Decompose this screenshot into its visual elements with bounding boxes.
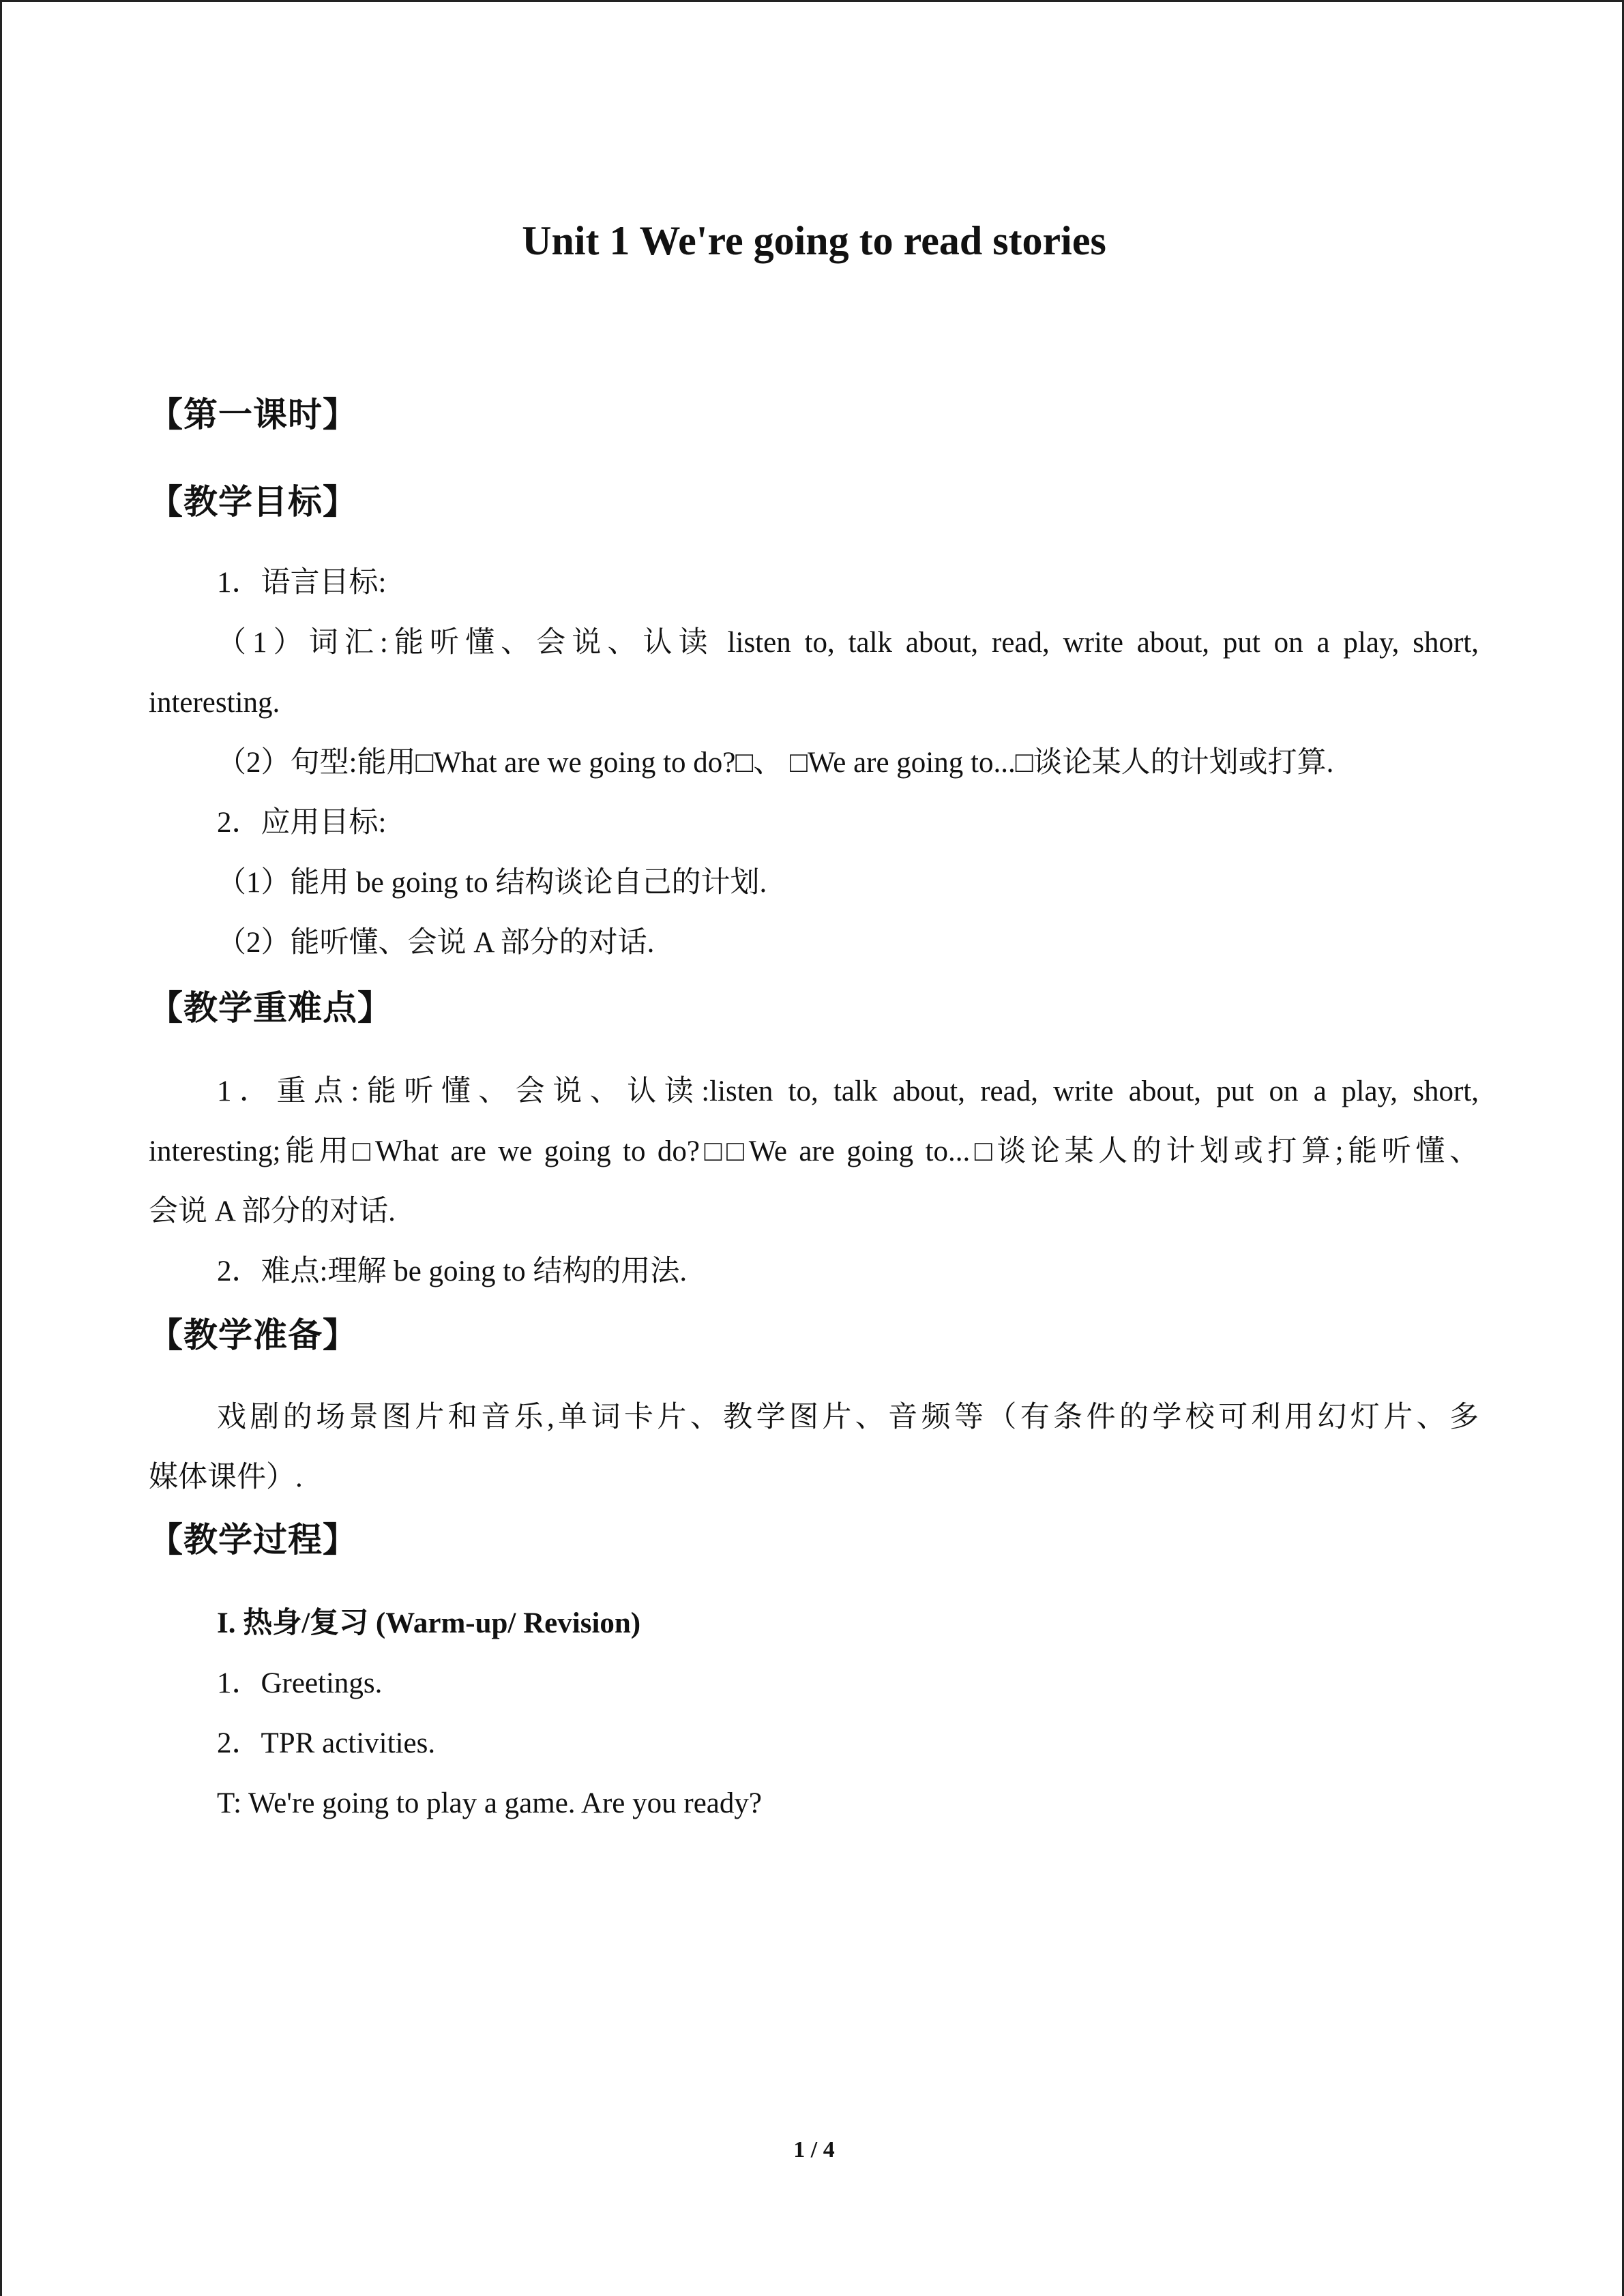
preparation-line-1: 戏剧的场景图片和音乐,单词卡片、教学图片、音频等（有条件的学校可利用幻灯片、多 <box>217 1401 1479 1433</box>
process-teacher-dialog: T: We're going to play a game. Are you ready? <box>217 1787 762 1819</box>
section-heading-preparation: 【教学准备】 <box>149 1315 357 1355</box>
key-point-focus-line-3: 会说 A 部分的对话. <box>149 1195 396 1227</box>
key-point-focus-line-2: interesting;能用□What are we going to do?□□We are going to...□谈论某人的计划或打算;能听懂、 <box>149 1135 1479 1167</box>
objective-language-goal: 1．语言目标: <box>217 567 387 599</box>
objective-sentence-pattern: （2）句型:能用□What are we going to do?□、 □We are going to...□谈论某人的计划或打算. <box>217 747 1334 779</box>
process-tpr-activities: 2．TPR activities. <box>217 1727 436 1759</box>
key-point-focus <box>149 1062 1479 1242</box>
document-title: Unit 1 We're going to read stories <box>522 218 1106 263</box>
section-heading-key-points: 【教学重难点】 <box>149 988 392 1028</box>
section-heading-objectives: 【教学目标】 <box>149 482 357 522</box>
objective-application-goal: 2．应用目标: <box>217 807 387 839</box>
page-number: 1 / 4 <box>793 2137 835 2162</box>
objective-vocabulary-line-1: （1）词汇:能听懂、会说、认读 listen to, talk about, read, write about, put on a play, short, <box>217 627 1479 659</box>
objective-vocabulary-line-2: interesting. <box>149 687 280 719</box>
key-point-focus-line-1: 1．重点:能听懂、会说、认读:listen to, talk about, read, write about, put on a play, short, <box>217 1075 1479 1107</box>
objective-application-1: （1）能用 be going to 结构谈论自己的计划. <box>217 867 767 899</box>
section-heading-process: 【教学过程】 <box>149 1520 357 1560</box>
process-step-warmup-heading: I. 热身/复习 (Warm-up/ Revision) <box>217 1607 641 1639</box>
objective-application-2: （2）能听懂、会说 A 部分的对话. <box>217 927 655 959</box>
objective-vocabulary <box>149 613 1479 733</box>
preparation-line-2: 媒体课件）. <box>149 1461 303 1493</box>
section-heading-lesson: 【第一课时】 <box>149 395 357 434</box>
process-greetings: 1．Greetings. <box>217 1667 383 1699</box>
key-point-difficulty: 2．难点:理解 be going to 结构的用法. <box>217 1255 688 1287</box>
preparation-text <box>149 1388 1479 1508</box>
